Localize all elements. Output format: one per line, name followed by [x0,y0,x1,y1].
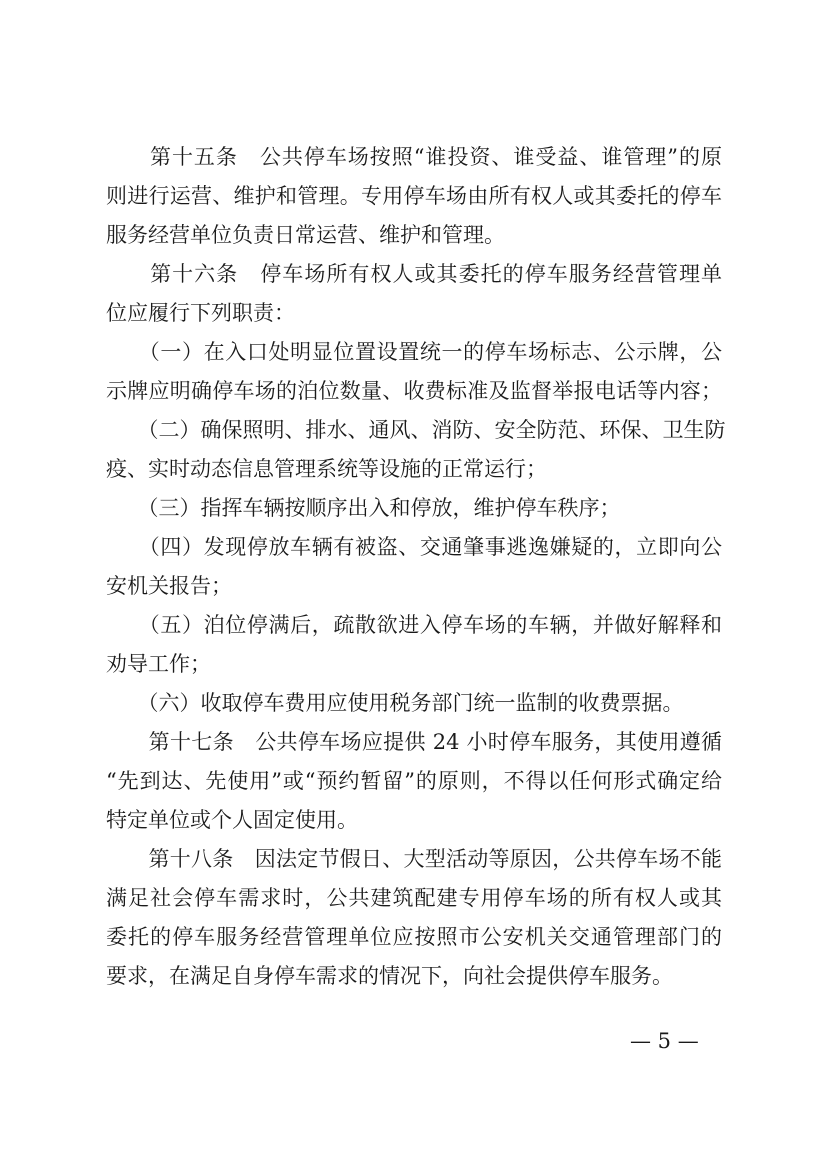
text-line: 位应履行下列职责： [106,301,295,325]
text-line: 第十五条 公共停车场按照“谁投资、谁受益、谁管理”的原 [106,145,722,169]
text-line: 第十八条 因法定节假日、大型活动等原因，公共停车场不能 [106,847,722,871]
text-line: 安机关报告； [106,574,232,598]
text-line: （四）发现停放车辆有被盗、交通肇事逃逸嫌疑的，立即向公 [106,535,722,559]
text-line: 特定单位或个人固定使用。 [106,808,358,832]
text-line: 示牌应明确停车场的泊位数量、收费标准及监督举报电话等内容； [106,379,722,403]
text-line: （一）在入口处明显位置设置统一的停车场标志、公示牌，公 [106,340,722,364]
text-line: “先到达、先使用”或“预约暂留”的原则，不得以任何形式确定给 [106,769,722,793]
text-line: 疫、实时动态信息管理系统等设施的正常运行； [106,457,547,481]
text-line: （二）确保照明、排水、通风、消防、安全防范、环保、卫生防 [106,418,726,442]
body-text [106,138,726,996]
text-line: （三）指挥车辆按顺序出入和停放，维护停车秩序； [106,496,621,520]
text-line: 服务经营单位负责日常运营、维护和管理。 [106,223,505,247]
text-line: 第十六条 停车场所有权人或其委托的停车服务经营管理单 [106,262,722,286]
text-line: （六）收取停车费用应使用税务部门统一监制的收费票据。 [106,691,684,715]
text-line: 满足社会停车需求时，公共建筑配建专用停车场的所有权人或其 [106,886,722,910]
text-line: 第十七条 公共停车场应提供 24 小时停车服务，其使用遵循 [106,730,722,754]
text-line: 则进行运营、维护和管理。专用停车场由所有权人或其委托的停车 [106,184,722,208]
page-number: — 5 — [630,1029,699,1053]
text-line: 委托的停车服务经营管理单位应按照市公安机关交通管理部门的 [106,925,722,949]
text-line: （五）泊位停满后，疏散欲进入停车场的车辆，并做好解释和 [106,613,722,637]
text-line: 劝导工作； [106,652,211,676]
text-line: 要求，在满足自身停车需求的情况下，向社会提供停车服务。 [106,964,673,988]
